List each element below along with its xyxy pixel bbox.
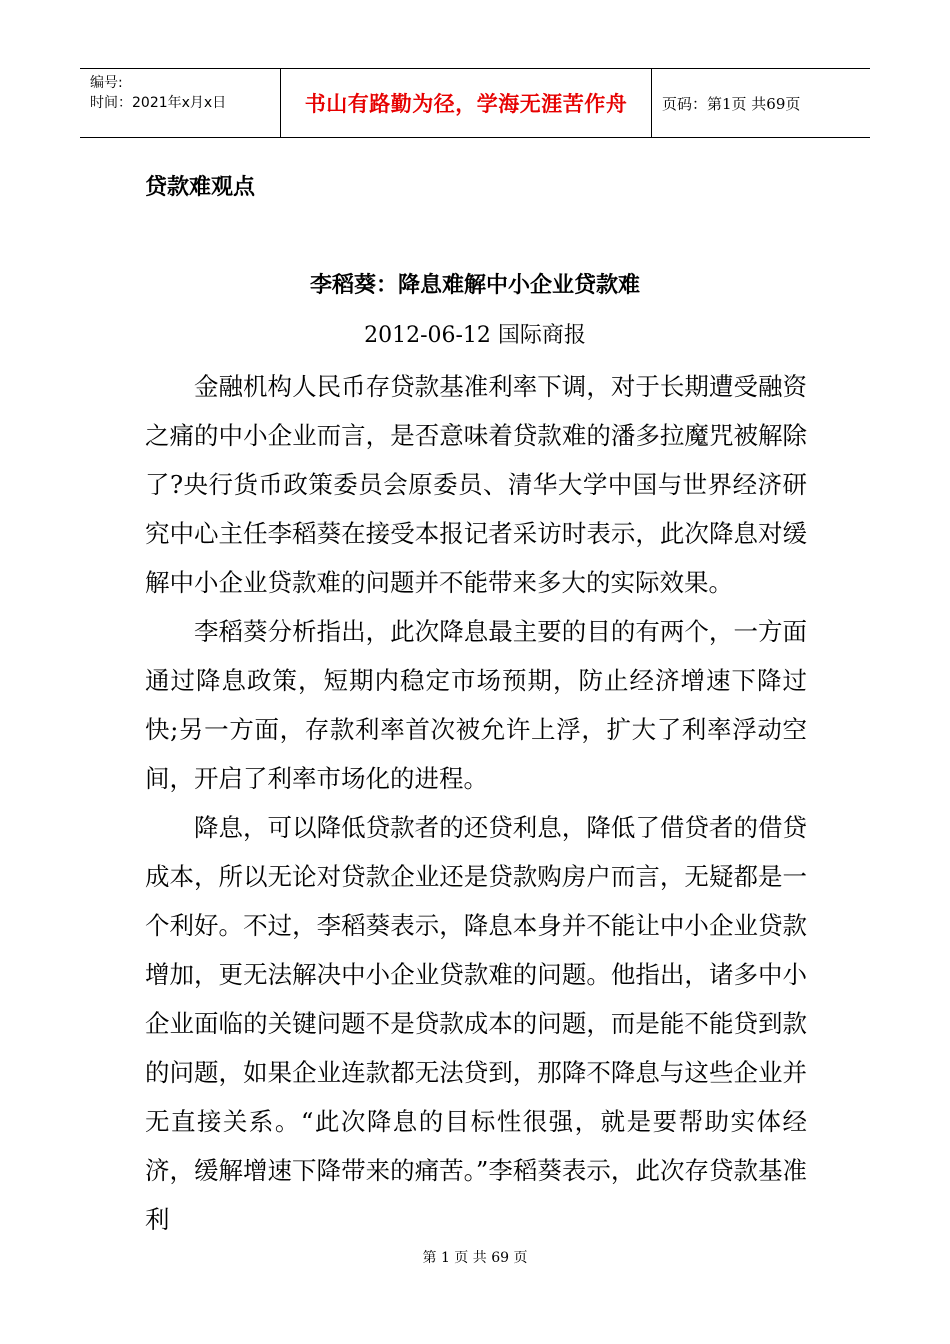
document-heading: 贷款难观点 [145, 175, 256, 200]
article-dateline: 2012-06-12 国际商报 [364, 323, 586, 348]
body-paragraph: 金融机构人民币存贷款基准利率下调，对于长期遭受融资之痛的中小企业而言，是否意味着贷款难的潘多拉魔咒被解除了?央行货币政策委员会原委员、清华大学中国与世界经济研究中心主任李稻葵在接受本报记者采访时表示，此次降息对缓解中小企业贷款难的问题并不能带来多大的实际效果。 [145, 372, 807, 597]
date-label: 时间：2021年x月x日 [90, 95, 227, 111]
body-paragraph: 降息，可以降低贷款者的还贷利息，降低了借贷者的借贷成本，所以无论对贷款企业还是贷款购房户而言，无疑都是一个利好。不过，李稻葵表示，降息本身并不能让中小企业贷款增加，更无法解决中小企业贷款难的问题。他指出，诸多中小企业面临的关键问题不是贷款成本的问题，而是能不能贷到款的问题，如果企业连款都无法贷到，那降不降息与这些企业并无直接关系。“此次降息的目标性很强，就是要帮助实体经济，缓解增速下降带来的痛苦。”李稻葵表示，此次存贷款基准利 [145, 813, 807, 1234]
serial-number-label: 编号: [90, 75, 123, 91]
article-title: 李稻葵：降息难解中小企业贷款难 [309, 273, 640, 298]
header-page-info: 页码：第1页 共69页 [662, 94, 801, 113]
article-body [145, 362, 807, 1244]
header-motto: 书山有路勤为径，学海无涯苦作舟 [281, 69, 652, 137]
body-paragraph: 李稻葵分析指出，此次降息最主要的目的有两个，一方面通过降息政策，短期内稳定市场预期，防止经济增速下降过快;另一方面，存款利率首次被允许上浮，扩大了利率浮动空间，开启了利率市场化的进程。 [145, 617, 807, 793]
page-header [80, 68, 870, 138]
header-meta-cell [80, 69, 281, 137]
page-footer: 第 1 页 共 69 页 [422, 1250, 528, 1266]
